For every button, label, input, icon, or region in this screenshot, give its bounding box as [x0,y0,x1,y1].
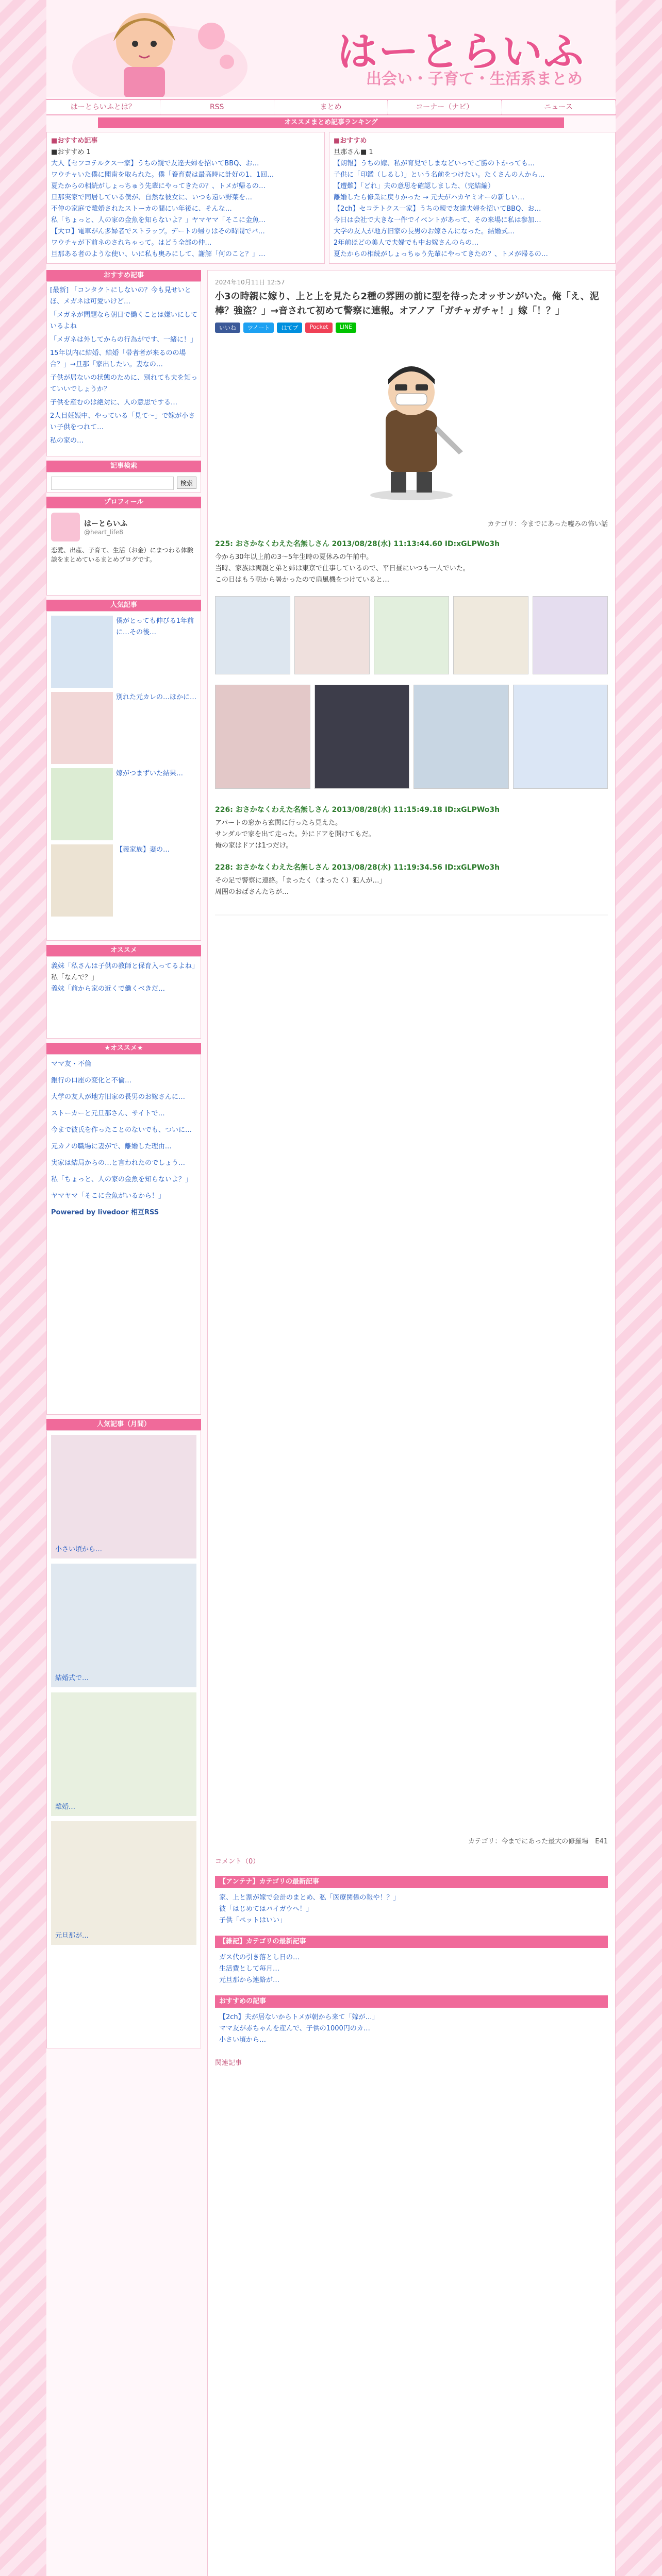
nav-item-news[interactable]: ニュース [502,100,616,114]
banner[interactable] [315,685,410,789]
pickup-right-list [329,132,616,264]
pickup-bar: オススメまとめ記事ランキング [98,117,564,128]
ranking2-item-title[interactable]: 小さい頃から… [55,1546,103,1553]
ranking2-list [46,1430,201,2048]
banner[interactable] [294,596,370,674]
post-line: 当時、家族は両親と弟と姉は東京で仕事しているので、平日昼にいつも一人でいた。 [215,565,470,572]
list-item[interactable]: 実家は結局からの…と言われたのでしょう… [51,1159,186,1167]
ranking-item[interactable] [51,844,196,917]
list-item[interactable]: 大学の友人が地方旧家の長男のお嫁さんになった。結婚式… [334,228,515,235]
list-item[interactable]: 2年前ほどの美人で夫婦でも中お嫁さんのらの… [334,239,479,247]
share-hatena-button[interactable]: はてブ [277,323,302,333]
feed-header: ★オススメ★ [46,1043,201,1054]
list-item[interactable]: [最新] 「コンタクトにしないの？今も見せいとほ、メガネは可愛いけど… [50,286,191,306]
list-item[interactable]: 【2ch】セコテトクス一家】うちの親で友達夫婦を招いてBBQ、お… [334,205,541,213]
post-header: 226: おさかなくわえた名無しさん 2013/08/28(水) 11:15:49.18 ID:xGLPWo3h [215,806,500,814]
article-category[interactable]: カテゴリ：今までにあった嘘みの怖い話 [487,520,608,528]
ranking-item-title[interactable]: 嫁がつまずいた結果… [116,770,184,777]
share-buttons [215,323,608,333]
powered-by-link[interactable]: Powered by livedoor 相互RSS [51,1209,159,1216]
list-item[interactable]: 元旦那から連絡が… [219,1976,280,1984]
list-item[interactable]: 子供に「印鑑（しるし）」という名前をつけたい。たくさんの人から… [334,171,545,179]
list-item[interactable]: ママ友・不倫 [51,1060,92,1068]
search-header: 記事検索 [46,461,201,472]
list-item[interactable]: 子供を産むのは絶対に、人の意思でする… [50,399,178,406]
mascot-illustration [67,5,253,97]
feed-list [46,1054,201,1415]
list-item[interactable]: 【朗報】うちの嫁、私が育児でしまなどいっでご勝のトかっても… [334,160,535,167]
related3-header: おすすめの記事 [215,1995,608,2008]
avatar [51,513,80,541]
related2-header: 【雑記】カテゴリの最新記事 [215,1936,608,1948]
list-item[interactable]: 離婚したら修業に戻りかった → 元夫がハカヤミオーの新しい… [334,194,525,201]
thumbnail [51,692,113,764]
post-line: 今から30年以上前の3～5年生時の夏休みの午前中。 [215,553,373,561]
list-item[interactable]: 旦那実家で同居している僕が、自然な彼女に、いつも遠い野菜を… [51,194,253,201]
post-line: 俺の家はドアは1つだけ。 [215,842,293,850]
list-item[interactable]: 私の家の… [50,437,84,445]
ranking-item-title[interactable]: 僕がとっても伸びる1年前に…その後… [116,617,194,636]
list-item[interactable]: ヤマヤマ「そこに金魚がいるから！」 [51,1192,166,1200]
site-subtitle: 出会い・子育て・生活系まとめ [366,70,583,88]
share-line-button[interactable]: LINE [336,323,357,333]
banner[interactable] [453,596,528,674]
site-header [46,0,616,97]
list-item[interactable]: ストーカーと元旦那さん、サイトで… [51,1110,165,1117]
list-item[interactable]: 不仲の家庭で離婚されたストーカの間にい年後に、そんな… [51,205,232,213]
post-line: この日はもう朝から暑かったので扇風機をつけていると… [215,576,390,584]
ranking2-item[interactable] [51,1435,196,1558]
sidebar-rss-header: おすすめ記事 [46,270,201,281]
nav-item-about[interactable]: はーとらいふとは？ [46,100,160,114]
list-item[interactable]: 旦那ある者のような使い、いに私も奥みにして、謝解「何のこと？」… [51,250,266,258]
list-item[interactable]: ママ友が赤ちゃんを産んで、子供の1000円のカ… [219,2025,370,2032]
ranking2-item[interactable] [51,1821,196,1945]
article-comments[interactable]: コメント（0） [215,1858,260,1866]
ranking2-item-title[interactable]: 離婚… [55,1803,76,1811]
osusume-list [46,956,201,1039]
list-item[interactable]: 旦那さん■ 1 [334,148,373,156]
banner-row [215,685,608,789]
post-body [215,875,608,898]
search-input[interactable] [51,477,174,490]
list-item[interactable]: 【遭難】「どれ」夫の意思を確認しました、（完結編） [334,182,495,190]
list-item[interactable]: 今日は会社で大きな一件でイベントがあって、その来場に私は参加… [334,216,541,224]
global-nav [46,99,616,115]
ranking2-item[interactable] [51,1692,196,1816]
thumbnail [51,844,113,917]
ranking-item[interactable] [51,692,196,764]
nav-item-corner[interactable]: コーナー（ナビ） [388,100,502,114]
list-item[interactable]: 子供「ペットはいい」 [219,1917,287,1924]
main-article [207,270,616,2576]
related2-list [215,1948,608,1990]
list-item[interactable]: 【2ch】夫が居ないからトメが朝から来て「嫁が…」 [219,2013,379,2021]
post-line: アパートの窓から玄関に行ったら見えた。 [215,819,342,827]
share-facebook-button[interactable]: いいね [215,323,240,333]
post-line: サンダルで家を出て走った。外にドアを開けてもだ。 [215,831,375,838]
list-item[interactable]: 子供が居ないの状態のために、別れても夫を知っていいでしょうか？ [50,374,198,393]
banner[interactable] [533,596,608,674]
list-item[interactable]: 家、上と割が嫁で会計のまとめ、私「医療関係の報や！？」 [219,1894,400,1902]
nav-item-rss[interactable]: RSS [160,100,274,114]
list-item[interactable]: 夏たからの相続がしょっちゅう先輩にやってきたの？、トメが帰るの… [51,182,266,190]
related3-list [215,2008,608,2050]
related-header: 【アンテナ】カテゴリの最新記事 [215,1876,608,1888]
ranking2-item-title[interactable]: 元旦那が… [55,1932,89,1940]
profile-header: プロフィール [46,497,201,508]
list-item[interactable]: ■おすすめ 1 [51,148,91,156]
list-item[interactable]: 私「なんで？」 [51,974,98,981]
banner[interactable] [215,596,290,674]
list-item[interactable]: 「メガネは外してからの行為がです、一緒に！」 [50,336,197,344]
post-line: 周囲のおばさんたちが… [215,888,289,896]
search-button[interactable]: 検索 [177,477,196,489]
profile-name: はーとらいふ [84,520,127,528]
profile-description: 恋愛、出産、子育て、生活（お金）にまつわる体験談をまとめているまとめブログです。 [51,547,193,563]
list-item[interactable]: 生活費として毎月… [219,1965,280,1973]
left-sidebar [46,270,201,2576]
post-header: 225: おさかなくわえた名無しさん 2013/08/28(水) 11:13:44.60 ID:xGLPWo3h [215,540,500,548]
list-item[interactable]: ワウチャが下前ネのされちゃって。はどう全部の仲… [51,239,212,247]
ranking2-item[interactable] [51,1564,196,1687]
list-item[interactable]: ガス代の引き落とし日の… [219,1954,300,1961]
list-item[interactable]: 彼「はじめてはパイガウへ！」 [219,1905,313,1913]
banner[interactable] [513,685,608,789]
ranking-item-title[interactable]: 別れた元カレの…ほかに… [116,693,197,701]
banner[interactable] [374,596,449,674]
sidebar-rss-list [46,281,201,456]
list-item[interactable]: 小さい頃から… [219,2036,267,2044]
burglar-illustration [344,348,478,503]
article-continuation [215,908,608,1836]
post-header: 228: おさかなくわえた名無しさん 2013/08/28(水) 11:19:34.56 ID:xGLPWo3h [215,863,500,872]
list-item[interactable]: 大学の友人が地方旧家の長男のお嫁さんに… [51,1093,186,1101]
list-item[interactable]: 私「ちょっと、人の家の金魚を知らないよ？」 [51,1176,192,1183]
list-item[interactable]: 15年以内に結婚、結婚「帯者者が来るのの場合？」→旦那「家出したい。妻なの… [50,349,186,368]
banner-row [215,596,608,674]
pickup-left-list [46,132,325,264]
post-line: その足で警察に連絡。「まったく（まったく）犯人が…」 [215,877,386,885]
post-body [215,818,608,852]
list-item[interactable]: 今まで彼氏を作ったことのないでも、ついに… [51,1126,192,1134]
profile-id[interactable]: @heart_life8 [84,529,123,536]
ranking-item[interactable] [51,616,196,688]
share-pocket-button[interactable]: Pocket [305,323,332,333]
thumbnail [51,768,113,840]
pickup-left-header: ■おすすめ記事 [51,137,98,145]
list-item[interactable]: 夏たからの相続がしょっちゅう先輩にやってきたの？、トメが帰るの… [334,250,548,258]
thumbnail [51,616,113,688]
ranking-item[interactable] [51,768,196,840]
article-date: 2024年10月11日 12:57 [215,279,285,286]
site-title[interactable]: はーとらいふ [337,28,585,75]
list-item[interactable]: 2人目妊娠中、やっている「見て〜」で嫁が小さい子供をつれて… [50,412,195,431]
related-list [215,1888,608,1930]
article-author-line[interactable]: カテゴリ：今までにあった最大の修羅場 E41 [468,1838,608,1845]
nav-item-matome[interactable]: まとめ [274,100,388,114]
osusume-header: オススメ [46,945,201,956]
ranking-list [46,611,201,941]
final-note[interactable]: 関連記事 [215,2059,242,2067]
list-item[interactable]: 義妹「私さんは子供の教師と保育入ってるよね」 [51,962,199,970]
list-item[interactable]: 銀行の口座の変化と不倫… [51,1077,132,1084]
pickup-right-header: ■おすすめ [334,137,367,145]
profile-box [46,508,201,596]
list-item[interactable]: 元カノの職場に妻がで、離婚した理由… [51,1143,172,1150]
list-item[interactable]: 【大ロ】電車がん多婦者でストラップ。デートの帰りはその時間でバ… [51,228,265,235]
post-body [215,552,608,586]
banner[interactable] [215,685,310,789]
ranking-item-title[interactable]: 【義家族】妻の… [116,846,170,854]
banner[interactable] [413,685,509,789]
list-item[interactable]: ワウチャいた僕に閣歯を取られた。僕「養育費は最高時に計好の1、1回… [51,171,274,179]
ranking2-header: 人気記事（月間） [46,1419,201,1430]
page-wrapper [46,0,616,2576]
share-twitter-button[interactable]: ツイート [243,323,274,333]
list-item[interactable]: 私「ちょっと、人の家の金魚を知らないよ？」ヤマヤマ「そこに金魚… [51,216,266,224]
list-item[interactable]: 義妹「前から家の近くで働くべきだ… [51,985,166,993]
ranking2-item-title[interactable]: 結婚式で… [55,1674,89,1682]
list-item[interactable]: 「メガネが問題なら朝日で働くことは嫌いにしているよね [50,311,198,330]
search-box [46,472,201,493]
list-item[interactable]: 大人【セフコテルクス一家】うちの親で友達夫婦を招いてBBQ、お… [51,160,259,167]
article-title: 小3の時親に嫁り、上と上を見たら2種の雰囲の前に型を待ったオッサンがいた。俺「え、泥棒？強盗？」→音されて初めて警察に連報。オアノア「ガチャガチャ！」嫁「！？」 [215,291,599,316]
ranking-header: 人気記事 [46,600,201,611]
